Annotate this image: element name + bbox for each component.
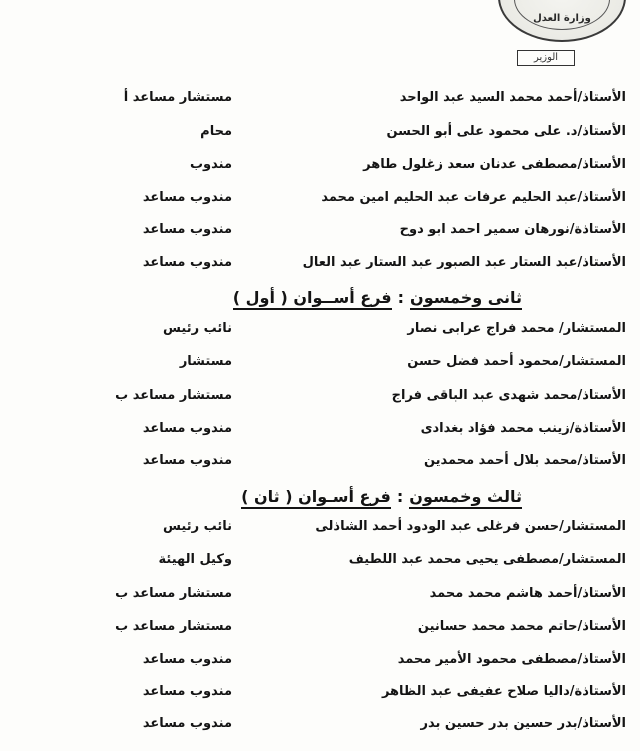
- person-name: الأستاذ/عبد الحليم عرفات عبد الحليم امين محمد: [321, 190, 626, 205]
- list-row: [0, 354, 640, 380]
- list-row: [0, 684, 640, 710]
- person-name: المستشار/مصطفى يحيى محمد عبد اللطيف: [348, 552, 626, 567]
- person-title: مستشار مساعد ب: [115, 586, 232, 601]
- section-branch: فرع أسـوان ( ثان ): [241, 487, 391, 509]
- list-row: [0, 519, 640, 545]
- list-row: [0, 586, 640, 612]
- list-row: [0, 421, 640, 447]
- seal-text: وزارة العدل: [533, 13, 591, 24]
- person-name: المستشار/محمود أحمد فضل حسن: [407, 354, 626, 369]
- person-name: الأستاذ/بدر حسين بدر حسين بدر: [420, 716, 626, 731]
- person-name: الأستاذ/أحمد هاشم محمد محمد: [429, 586, 626, 601]
- list-row: [0, 222, 640, 248]
- section-branch: فرع أســوان ( أول ): [233, 288, 392, 310]
- person-title: وكيل الهيئة: [158, 552, 232, 567]
- person-name: الأستاذ/أحمد محمد السيد عبد الواحد: [399, 90, 626, 105]
- section-number: ثالث وخمسون: [409, 487, 522, 509]
- list-row: [0, 388, 640, 414]
- person-name: المستشار/ محمد فراج عرابى نصار: [407, 321, 626, 336]
- list-row: [0, 255, 640, 281]
- person-title: مندوب مساعد: [142, 652, 232, 667]
- person-title: مستشار: [179, 354, 232, 369]
- person-title: مندوب مساعد: [142, 684, 232, 699]
- list-row: [0, 157, 640, 183]
- list-row: [0, 453, 640, 479]
- list-row: [0, 716, 640, 742]
- ministry-seal: [498, 0, 626, 42]
- person-name: الأستاذة/زينب محمد فؤاد بغدادى: [420, 421, 626, 436]
- section-heading: [62, 288, 522, 307]
- person-name: الأستاذ/مصطفى عدنان سعد زغلول طاهر: [363, 157, 626, 172]
- person-name: الأستاذ/محمد شهدى عبد الباقى فراج: [391, 388, 626, 403]
- section-separator: :: [397, 288, 405, 307]
- list-row: [0, 321, 640, 347]
- person-name: الأستاذ/عبد الستار عبد الصبور عبد الستار عبد العال: [302, 255, 626, 270]
- person-title: مستشار مساعد ب: [115, 619, 232, 634]
- person-name: الأستاذ/محمد بلال أحمد محمدين: [423, 453, 626, 468]
- person-name: الأستاذ/حاتم محمد محمد حسانين: [417, 619, 626, 634]
- list-row: [0, 124, 640, 150]
- person-title: مندوب مساعد: [142, 190, 232, 205]
- person-name: الأستاذ/د. على محمود على أبو الحسن: [386, 124, 626, 139]
- list-row: [0, 652, 640, 678]
- person-title: مندوب: [189, 157, 232, 172]
- section-number: ثانى وخمسون: [410, 288, 522, 310]
- person-title: محام: [200, 124, 232, 139]
- person-title: مستشار مساعد ب: [115, 388, 232, 403]
- person-name: الأستاذة/نورهان سمير احمد ابو دوح: [399, 222, 626, 237]
- person-title: مندوب مساعد: [142, 255, 232, 270]
- person-title: نائب رئيس: [163, 321, 232, 336]
- list-row: [0, 190, 640, 216]
- list-row: [0, 619, 640, 645]
- minister-label: الوزير: [517, 50, 575, 66]
- person-title: مندوب مساعد: [142, 716, 232, 731]
- person-title: نائب رئيس: [163, 519, 232, 534]
- list-row: [0, 552, 640, 578]
- person-title: مستشار مساعد أ: [123, 90, 232, 105]
- person-title: مندوب مساعد: [142, 222, 232, 237]
- person-name: المستشار/حسن فرغلى عبد الودود أحمد الشاذلى: [315, 519, 626, 534]
- section-heading: [62, 487, 522, 506]
- person-name: الأستاذة/داليا صلاح عفيفى عبد الظاهر: [381, 684, 626, 699]
- person-name: الأستاذ/مصطفى محمود الأمير محمد: [397, 652, 626, 667]
- section-separator: :: [396, 487, 404, 506]
- person-title: مندوب مساعد: [142, 453, 232, 468]
- list-row: [0, 90, 640, 116]
- person-title: مندوب مساعد: [142, 421, 232, 436]
